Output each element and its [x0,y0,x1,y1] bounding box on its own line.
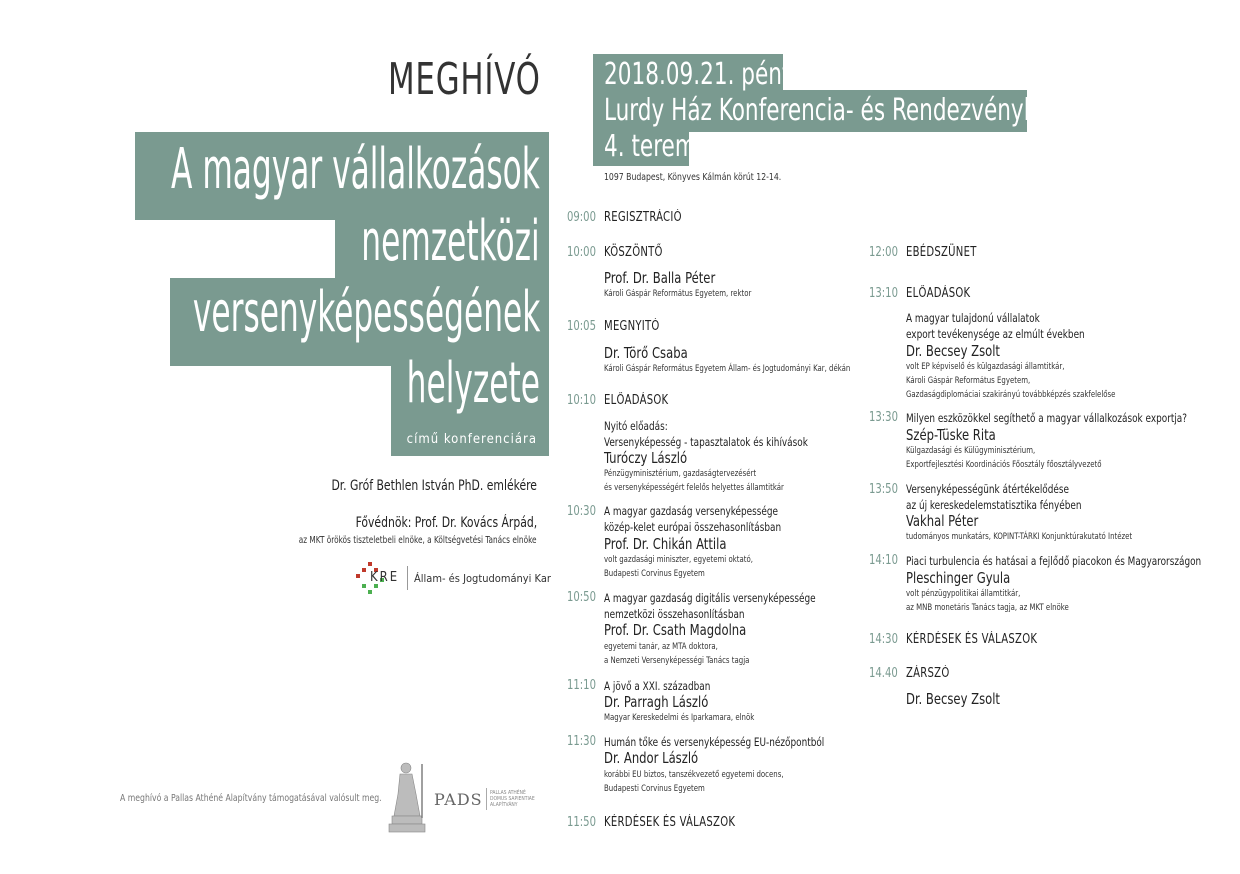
talk-1350-line2: az új kereskedelemstatisztika fényében [906,498,1082,512]
speaker-chikan: Prof. Dr. Chikán Attila [604,535,727,553]
kre-wordmark: KRE [370,570,400,585]
pads-logo-text: PADS [434,790,483,809]
affil-pleschinger-2: az MNB monetáris Tanács tagja, az MKT elnöke [906,603,1069,613]
time-1130: 11:30 [567,734,596,749]
affil-andor-1: korábbi EU biztos, tanszékvezető egyetemi docens, [604,770,784,780]
memorial-text: Dr. Gróf Bethlen István PhD. emlékére [331,478,537,494]
patron-name: Fővédnök: Prof. Dr. Kovács Árpád, [355,515,537,531]
affil-parragh: Magyar Kereskedelmi és Iparkamara, elnök [604,713,755,723]
affil-toro: Károli Gáspár Református Egyetem Állam- és Jogtudományi Kar, dékán [604,364,851,374]
speaker-vakhal: Vakhal Péter [906,512,979,530]
kre-logo [352,560,551,600]
pads-small-2: DOMUS SAPIENTIAE [490,796,535,802]
time-1430: 14:30 [869,632,898,647]
speaker-andor: Dr. Andor László [604,749,699,767]
speaker-becsey: Dr. Becsey Zsolt [906,342,1000,360]
time-1310: 13:10 [869,286,898,301]
affil-balla: Károli Gáspár Református Egyetem, rektor [604,289,752,299]
section-talks-morning: ELŐADÁSOK [604,393,669,408]
talk-1310-line1: A magyar tulajdonú vállalatok [906,311,1040,325]
talk-1030-line2: közép-kelet európai összehasonlításban [604,520,782,534]
talk-1410: Piaci turbulencia és hatásai a fejlődő piacokon és Magyarországon [906,554,1202,568]
section-qa-afternoon: KÉRDÉSEK ÉS VÁLASZOK [906,632,1038,647]
section-registration: REGISZTRÁCIÓ [604,210,682,225]
time-1005: 10:05 [567,319,596,334]
affil-csath-1: egyetemi tanár, az MTA doktora, [604,642,718,652]
talk-1050-line1: A magyar gazdaság digitális versenyképessége [604,591,816,605]
time-1410: 14:10 [869,553,898,568]
athena-statue-icon [386,760,430,836]
talk-1050-line2: nemzetközi összehasonlításban [604,607,745,621]
affil-becsey-1: volt EP képviselő és külgazdasági államtitkár, [906,362,1065,372]
section-welcome: KÖSZÖNTŐ [604,245,663,260]
affil-pleschinger-1: volt pénzügypolitikai államtitkár, [906,589,1021,599]
time-1330: 13:30 [869,410,898,425]
title-line-4: helyzete [406,351,540,416]
time-1110: 11:10 [567,678,596,693]
section-lunch: EBÉDSZÜNET [906,245,977,260]
speaker-turoczy: Turóczy László [604,449,688,467]
talk-1350-line1: Versenyképességünk átértékelődése [906,482,1069,496]
pads-small-1: PALLAS ATHÉNÉ [490,790,526,796]
affil-chikan-2: Budapesti Corvinus Egyetem [604,569,705,579]
talk-1030-line1: A magyar gazdaság versenyképessége [604,504,779,518]
time-0900: 09:00 [567,210,596,225]
speaker-szep-tuske: Szép-Tüske Rita [906,426,996,444]
affil-csath-2: a Nemzeti Versenyképességi Tanács tagja [604,656,750,666]
title-line-3: versenyképességének [192,280,540,345]
talk-1110: A jövő a XXI. században [604,679,711,693]
time-1050: 10:50 [567,590,596,605]
pads-small-text [490,790,535,808]
section-qa-morning: KÉRDÉSEK ÉS VÁLASZOK [604,815,736,830]
talk-1010-line2: Versenyképesség - tapasztalatok és kihívások [604,435,808,449]
event-address: 1097 Budapest, Könyves Kálmán körút 12-14. [604,172,782,183]
patron-role: az MKT örökös tiszteletbeli elnöke, a Költségvetési Tanács elnöke [299,535,537,546]
speaker-becsey-closing: Dr. Becsey Zsolt [906,690,1000,708]
support-note: A meghívó a Pallas Athéné Alapítvány támogatásával valósult meg. [120,793,382,804]
conference-title [0,0,540,460]
title-line-2: nemzetközi [361,209,540,274]
affil-chikan-1: volt gazdasági miniszter, egyetemi oktató, [604,555,753,565]
affil-becsey-2: Károli Gáspár Református Egyetem, [906,376,1031,386]
affil-szep-tuske-1: Külgazdasági és Külügyminisztérium, [906,446,1036,456]
section-talks-afternoon: ELŐADÁSOK [906,286,971,301]
talk-1330: Milyen eszközökkel segíthető a magyar vállalkozások exportja? [906,411,1187,425]
affil-turoczy-2: és versenyképességért felelős helyettes államtitkár [604,483,784,493]
speaker-parragh: Dr. Parragh László [604,693,709,711]
pads-small-3: ALAPÍTVÁNY [490,802,518,808]
time-1350: 13:50 [869,482,898,497]
section-closing: ZÁRSZÓ [906,666,950,681]
affil-andor-2: Budapesti Corvinus Egyetem [604,784,705,794]
kre-divider [407,566,408,590]
title-line-1: A magyar vállalkozások [171,137,540,202]
event-venue: Lurdy Ház Konferencia- és Rendezvényközpont [604,93,1109,128]
pads-divider [486,788,487,810]
speaker-balla: Prof. Dr. Balla Péter [604,269,716,287]
time-1030: 10:30 [567,504,596,519]
talk-1130: Humán tőke és versenyképesség EU-nézőpontból [604,735,825,749]
time-1440: 14.40 [869,666,898,681]
affil-szep-tuske-2: Exportfejlesztési Koordinációs Főosztály főosztályvezető [906,460,1102,470]
invitation-heading: MEGHÍVÓ [388,54,541,105]
time-1000: 10:00 [567,245,596,260]
kre-faculty: Állam- és Jogtudományi Kar [414,572,551,585]
affil-turoczy-1: Pénzügyminisztérium, gazdaságtervezésért [604,469,757,479]
title-subtitle: című konferenciára [406,432,537,447]
speaker-toro: Dr. Törő Csaba [604,344,688,362]
talk-1310-line2: export tevékenysége az elmúlt években [906,327,1085,341]
time-1200: 12:00 [869,245,898,260]
speaker-pleschinger: Pleschinger Gyula [906,569,1011,587]
event-room: 4. terem [604,129,696,164]
affil-vakhal: tudományos munkatárs, KOPINT-TÁRKI Konjunktúrakutató Intézet [906,532,1133,542]
speaker-csath: Prof. Dr. Csath Magdolna [604,621,747,639]
time-1010: 10:10 [567,393,596,408]
affil-becsey-3: Gazdaságdiplomáciai szakirányú továbbképzés szakfelelőse [906,390,1116,400]
section-opening: MEGNYITÓ [604,319,660,334]
event-date: 2018.09.21. péntek [604,57,817,92]
talk-1010-line1: Nyitó előadás: [604,419,668,433]
time-1150: 11:50 [567,815,596,830]
